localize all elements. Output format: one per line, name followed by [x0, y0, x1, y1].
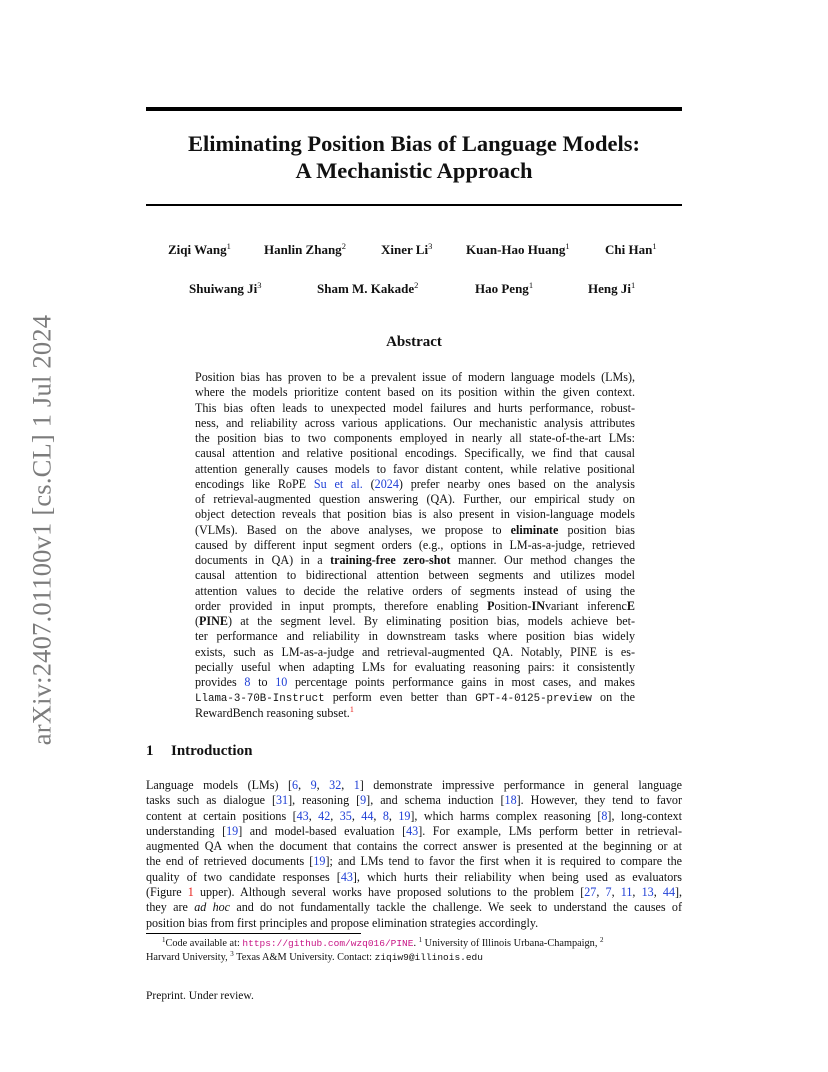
abstract-line: order provided in input prompts, therefore enabling Position-INvariant inferencE: [195, 598, 635, 613]
abstract-line: pecially useful when adapting LMs for evaluating reasoning pairs: it consistently: [195, 659, 635, 674]
footnote-rule: [146, 933, 361, 934]
table-ref-link[interactable]: 8: [244, 675, 251, 689]
citation-link[interactable]: 31: [275, 793, 289, 808]
citation-link[interactable]: 9: [310, 778, 317, 792]
author: Hanlin Zhang$^2$: [264, 241, 346, 257]
citation-link[interactable]: 19: [398, 808, 411, 823]
intro-line: the end of retrieved documents [19]; and LMs tend to favor the first when it is required to compare the: [146, 854, 682, 869]
intro-line: understanding [19] and model-based evaluation [43]. For example, LMs perform better in retrieval-: [146, 823, 682, 838]
paper-title: [146, 130, 682, 184]
citation-link[interactable]: 43: [340, 869, 353, 884]
citation-link[interactable]: 35: [339, 808, 352, 823]
abstract-line: caused by different input segment orders (e.g., options in LM-as-a-judge, retrieved: [195, 537, 635, 552]
author: Heng Ji$^1$: [588, 280, 636, 296]
abstract-line: Position bias has proven to be a prevalent issue of modern language models (LMs),: [195, 370, 635, 384]
citation-link[interactable]: 27: [584, 885, 597, 900]
introduction-body: [146, 778, 682, 931]
citation-link[interactable]: 1: [353, 778, 360, 792]
author: Chi Han$^1$: [605, 241, 657, 257]
citation-link[interactable]: 43: [406, 823, 419, 838]
abstract-line: (PINE) at the segment level. By eliminating position bias, models achieve bet-: [195, 614, 635, 628]
title-line-2: A Mechanistic Approach: [295, 158, 533, 183]
author: Kuan-Hao Huang$^1$: [466, 241, 570, 257]
author: Xiner Li$^3$: [381, 241, 433, 257]
intro-line: tasks such as dialogue [31], reasoning [9], and schema induction [18]. However, they tend to favor: [146, 793, 682, 808]
abstract-body: [195, 370, 635, 721]
citation-link[interactable]: 18: [504, 793, 517, 808]
code-url-link[interactable]: https://github.com/wzq016/PINE: [242, 938, 414, 949]
abstract-line: encodings like RoPE Su et al. (2024) prefer nearby ones based on the analysis: [195, 476, 635, 491]
model-name-code: GPT-4-0125-preview: [475, 693, 592, 706]
abstract-line: (VLMs). Based on the above analyses, we propose to eliminate position bias: [195, 522, 635, 537]
figure-ref-link[interactable]: 1: [187, 885, 194, 900]
citation-link[interactable]: 13: [641, 885, 654, 900]
intro-line: augmented QA when the document that contains the correct answer is presented at the beginning or at: [146, 839, 682, 854]
citation-link[interactable]: 8: [601, 808, 608, 823]
footnote-line: $^1$Code available at: https://github.com/wzq016/PINE. $^1$ University of Illinois Urbana-Champaign, $^2$: [162, 936, 604, 949]
abstract-line: of retrieval-augmented question answering (QA). Further, our empirical study on: [195, 492, 635, 506]
citation-link[interactable]: 43: [296, 808, 309, 823]
citation-link[interactable]: 19: [226, 823, 239, 838]
citation-link[interactable]: 7: [605, 885, 612, 900]
citation-link[interactable]: 8: [382, 808, 389, 823]
abstract-line: attention generally causes models to favor distant content, while relative positional: [195, 461, 635, 476]
arxiv-identifier: arXiv:2407.01100v1 [cs.CL] 1 Jul 2024: [26, 314, 57, 746]
abstract-line: attention values to decide the relative orders of segments instead of using the: [195, 583, 635, 598]
citation-link[interactable]: 44: [361, 808, 374, 823]
table-ref-link[interactable]: 10: [275, 675, 288, 689]
title-line-1: Eliminating Position Bias of Language Models:: [188, 131, 640, 156]
citation-link[interactable]: 19: [313, 854, 326, 869]
footnote-marker-link[interactable]: 1: [349, 704, 354, 714]
title-top-rule: [146, 107, 682, 111]
model-name-code: Llama-3-70B-Instruct: [195, 693, 325, 706]
citation-year-link[interactable]: 2024: [374, 476, 399, 491]
author: Ziqi Wang$^1$: [168, 241, 231, 257]
abstract-line: the position bias to two components employed in nearly all state-of-the-art LMs:: [195, 431, 635, 445]
footnote-line: Harvard University, $^3$ Texas A&M University. Contact: ziqiw9@illinois.edu: [146, 949, 483, 963]
abstract-line: ness, and reliability across various applications. Our mechanistic analysis attributes: [195, 415, 635, 430]
intro-line: (Figure 1 upper). Although several works have proposed solutions to the problem [27, 7, 11, 13, 44],: [146, 885, 683, 900]
citation-link[interactable]: 42: [318, 808, 331, 823]
intro-line: Language models (LMs) [6, 9, 32, 1] demonstrate impressive performance in general language: [146, 778, 682, 792]
intro-line: quality of two candidate responses [43], which hurts their reliability when being used as evaluators: [146, 869, 682, 884]
citation-link[interactable]: 44: [662, 885, 675, 900]
abstract-line: where the models prioritize content based on its position within the given context.: [195, 385, 635, 400]
citation-link[interactable]: 6: [292, 778, 299, 792]
author: Shuiwang Ji$^3$: [189, 280, 262, 296]
abstract-line: documents in QA) in a training-free zero-shot manner. Our method changes the: [195, 553, 635, 567]
section-heading-introduction: 1 Introduction: [146, 743, 253, 759]
footnote: [146, 937, 682, 964]
intro-line: position bias from first principles and propose elimination strategies accordingly.: [146, 915, 539, 930]
abstract-line: object detection reveals that position bias is also present in vision-language models: [195, 507, 635, 522]
contact-email: ziqiw9@illinois.edu: [374, 951, 483, 963]
citation-link[interactable]: 9: [360, 793, 367, 808]
citation-link[interactable]: 32: [329, 778, 342, 792]
author: Hao Peng$^1$: [475, 280, 534, 296]
preprint-notice: Preprint. Under review.: [146, 990, 254, 1002]
abstract-line: causal attention and relative positional encodings. Specifically, we find that causal: [195, 446, 635, 461]
author: Sham M. Kakade$^2$: [317, 280, 419, 296]
abstract-line: provides 8 to 10 percentage points performance gains in most cases, and makes: [195, 675, 635, 689]
abstract-line: ter performance and reliability in downstream tasks where position bias widely: [195, 629, 635, 644]
abstract-line: This bias often leads to unexpected model failures and hurts performance, robust-: [195, 400, 635, 415]
abstract-line: causal attention to bidirectional attention between segments and utilizes model: [195, 568, 635, 583]
abstract-line: Llama-3-70B-Instruct perform even better than GPT-4-0125-preview on the: [195, 690, 636, 706]
citation-link[interactable]: Su et al.: [313, 476, 363, 491]
citation-link[interactable]: 11: [620, 885, 633, 900]
intro-line: content at certain positions [43, 42, 35, 44, 8, 19], which harms complex reasoning [8], long-context: [146, 808, 683, 823]
abstract-heading: Abstract: [386, 334, 442, 350]
intro-line: they are ad hoc and do not fundamentally tackle the challenge. We seek to understand the causes of: [146, 900, 682, 915]
title-bottom-rule: [146, 204, 682, 206]
abstract-line: RewardBench reasoning subset.$^1$: [195, 704, 354, 720]
abstract-line: exists, such as LM-as-a-judge and retrieval-augmented QA. Notably, PINE is es-: [195, 644, 635, 659]
